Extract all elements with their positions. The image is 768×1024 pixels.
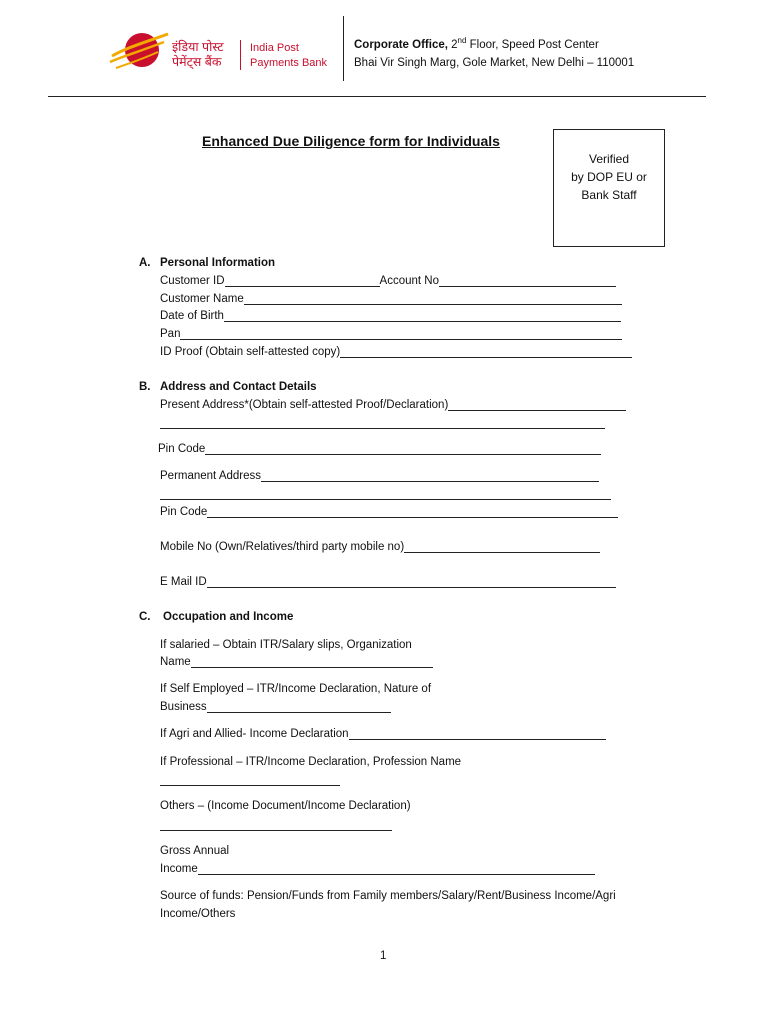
header-horizontal-rule	[48, 96, 706, 97]
profession-name-field[interactable]	[160, 785, 340, 786]
email-label: E Mail ID	[160, 576, 207, 588]
permanent-address-label: Permanent Address	[160, 470, 262, 482]
others-field[interactable]	[160, 830, 392, 831]
salaried-label: If salaried – Obtain ITR/Salary slips, Organization	[160, 639, 412, 651]
dob-field[interactable]	[224, 311, 621, 322]
organization-name-field[interactable]	[191, 657, 433, 668]
permanent-address-field[interactable]	[261, 471, 599, 482]
dob-label: Date of Birth	[160, 310, 224, 322]
professional-label: If Professional – ITR/Income Declaration, Profession Name	[160, 756, 462, 768]
agri-label: If Agri and Allied- Income Declaration	[160, 728, 349, 740]
email-field[interactable]	[207, 577, 616, 588]
others-label: Others – (Income Document/Income Declaration)	[160, 800, 411, 812]
agri-row	[160, 728, 606, 740]
organization-name-row	[160, 656, 433, 668]
pin-code-1-label: Pin Code	[158, 443, 206, 455]
logo-english-text: India Post Payments Bank	[250, 42, 328, 69]
pan-row	[160, 328, 622, 340]
dob-row	[160, 310, 621, 322]
gross-annual-label: Gross Annual	[160, 845, 230, 857]
verification-box	[553, 129, 665, 247]
pin-code-2-row	[160, 506, 618, 518]
source-of-funds-label-line2: Income/Others	[160, 908, 236, 920]
business-row	[160, 701, 391, 713]
logo-divider	[240, 40, 241, 70]
bird-logo-icon	[106, 26, 170, 76]
pin-code-1-field[interactable]	[205, 444, 601, 455]
id-proof-label: ID Proof (Obtain self-attested copy)	[160, 346, 341, 358]
form-title: Enhanced Due Diligence form for Individuals	[202, 133, 500, 149]
pan-field[interactable]	[180, 329, 622, 340]
pin-code-2-field[interactable]	[207, 507, 618, 518]
account-no-field[interactable]	[439, 276, 616, 287]
present-address-field-line2[interactable]	[160, 428, 605, 429]
page-number: 1	[380, 950, 387, 962]
gross-income-row	[160, 863, 595, 875]
verification-text: Verified by DOP EU or Bank Staff	[571, 152, 647, 202]
present-address-row	[160, 399, 626, 411]
header-vertical-divider	[343, 16, 344, 81]
business-label: Business	[160, 701, 207, 713]
customer-name-row	[160, 293, 622, 305]
organization-name-label: Name	[160, 656, 191, 668]
customer-id-row	[160, 275, 616, 287]
permanent-address-field-line2[interactable]	[160, 499, 611, 500]
gross-income-field[interactable]	[198, 864, 595, 875]
customer-id-label: Customer ID	[160, 275, 225, 287]
id-proof-field[interactable]	[340, 347, 632, 358]
mobile-label: Mobile No (Own/Relatives/third party mobile no)	[160, 541, 405, 553]
business-field[interactable]	[207, 702, 391, 713]
account-no-label: Account No	[379, 275, 439, 287]
corporate-office-address: Corporate Office, 2nd Floor, Speed Post Center Bhai Vir Singh Marg, Gole Market, New Delhi – 110001	[354, 36, 635, 69]
present-address-label: Present Address*(Obtain self-attested Proof/Declaration)	[160, 399, 449, 411]
customer-id-field[interactable]	[225, 276, 380, 287]
pan-label: Pan	[160, 328, 181, 340]
permanent-address-row	[160, 470, 599, 482]
customer-name-field[interactable]	[244, 294, 622, 305]
present-address-field[interactable]	[448, 400, 626, 411]
logo-hindi-text: इंडिया पोस्ट पेमेंट्स बैंक	[172, 40, 224, 69]
source-of-funds-label: Source of funds: Pension/Funds from Family members/Salary/Rent/Business Income/Agri	[160, 890, 616, 902]
self-employed-label: If Self Employed – ITR/Income Declaration, Nature of	[160, 683, 432, 695]
customer-name-label: Customer Name	[160, 293, 244, 305]
gross-income-label: Income	[160, 863, 198, 875]
agri-field[interactable]	[349, 729, 606, 740]
mobile-field[interactable]	[404, 542, 600, 553]
pin-code-2-label: Pin Code	[160, 506, 208, 518]
id-proof-row	[160, 346, 632, 358]
pin-code-1-row	[158, 443, 601, 455]
mobile-row	[160, 541, 600, 553]
email-row	[160, 576, 616, 588]
